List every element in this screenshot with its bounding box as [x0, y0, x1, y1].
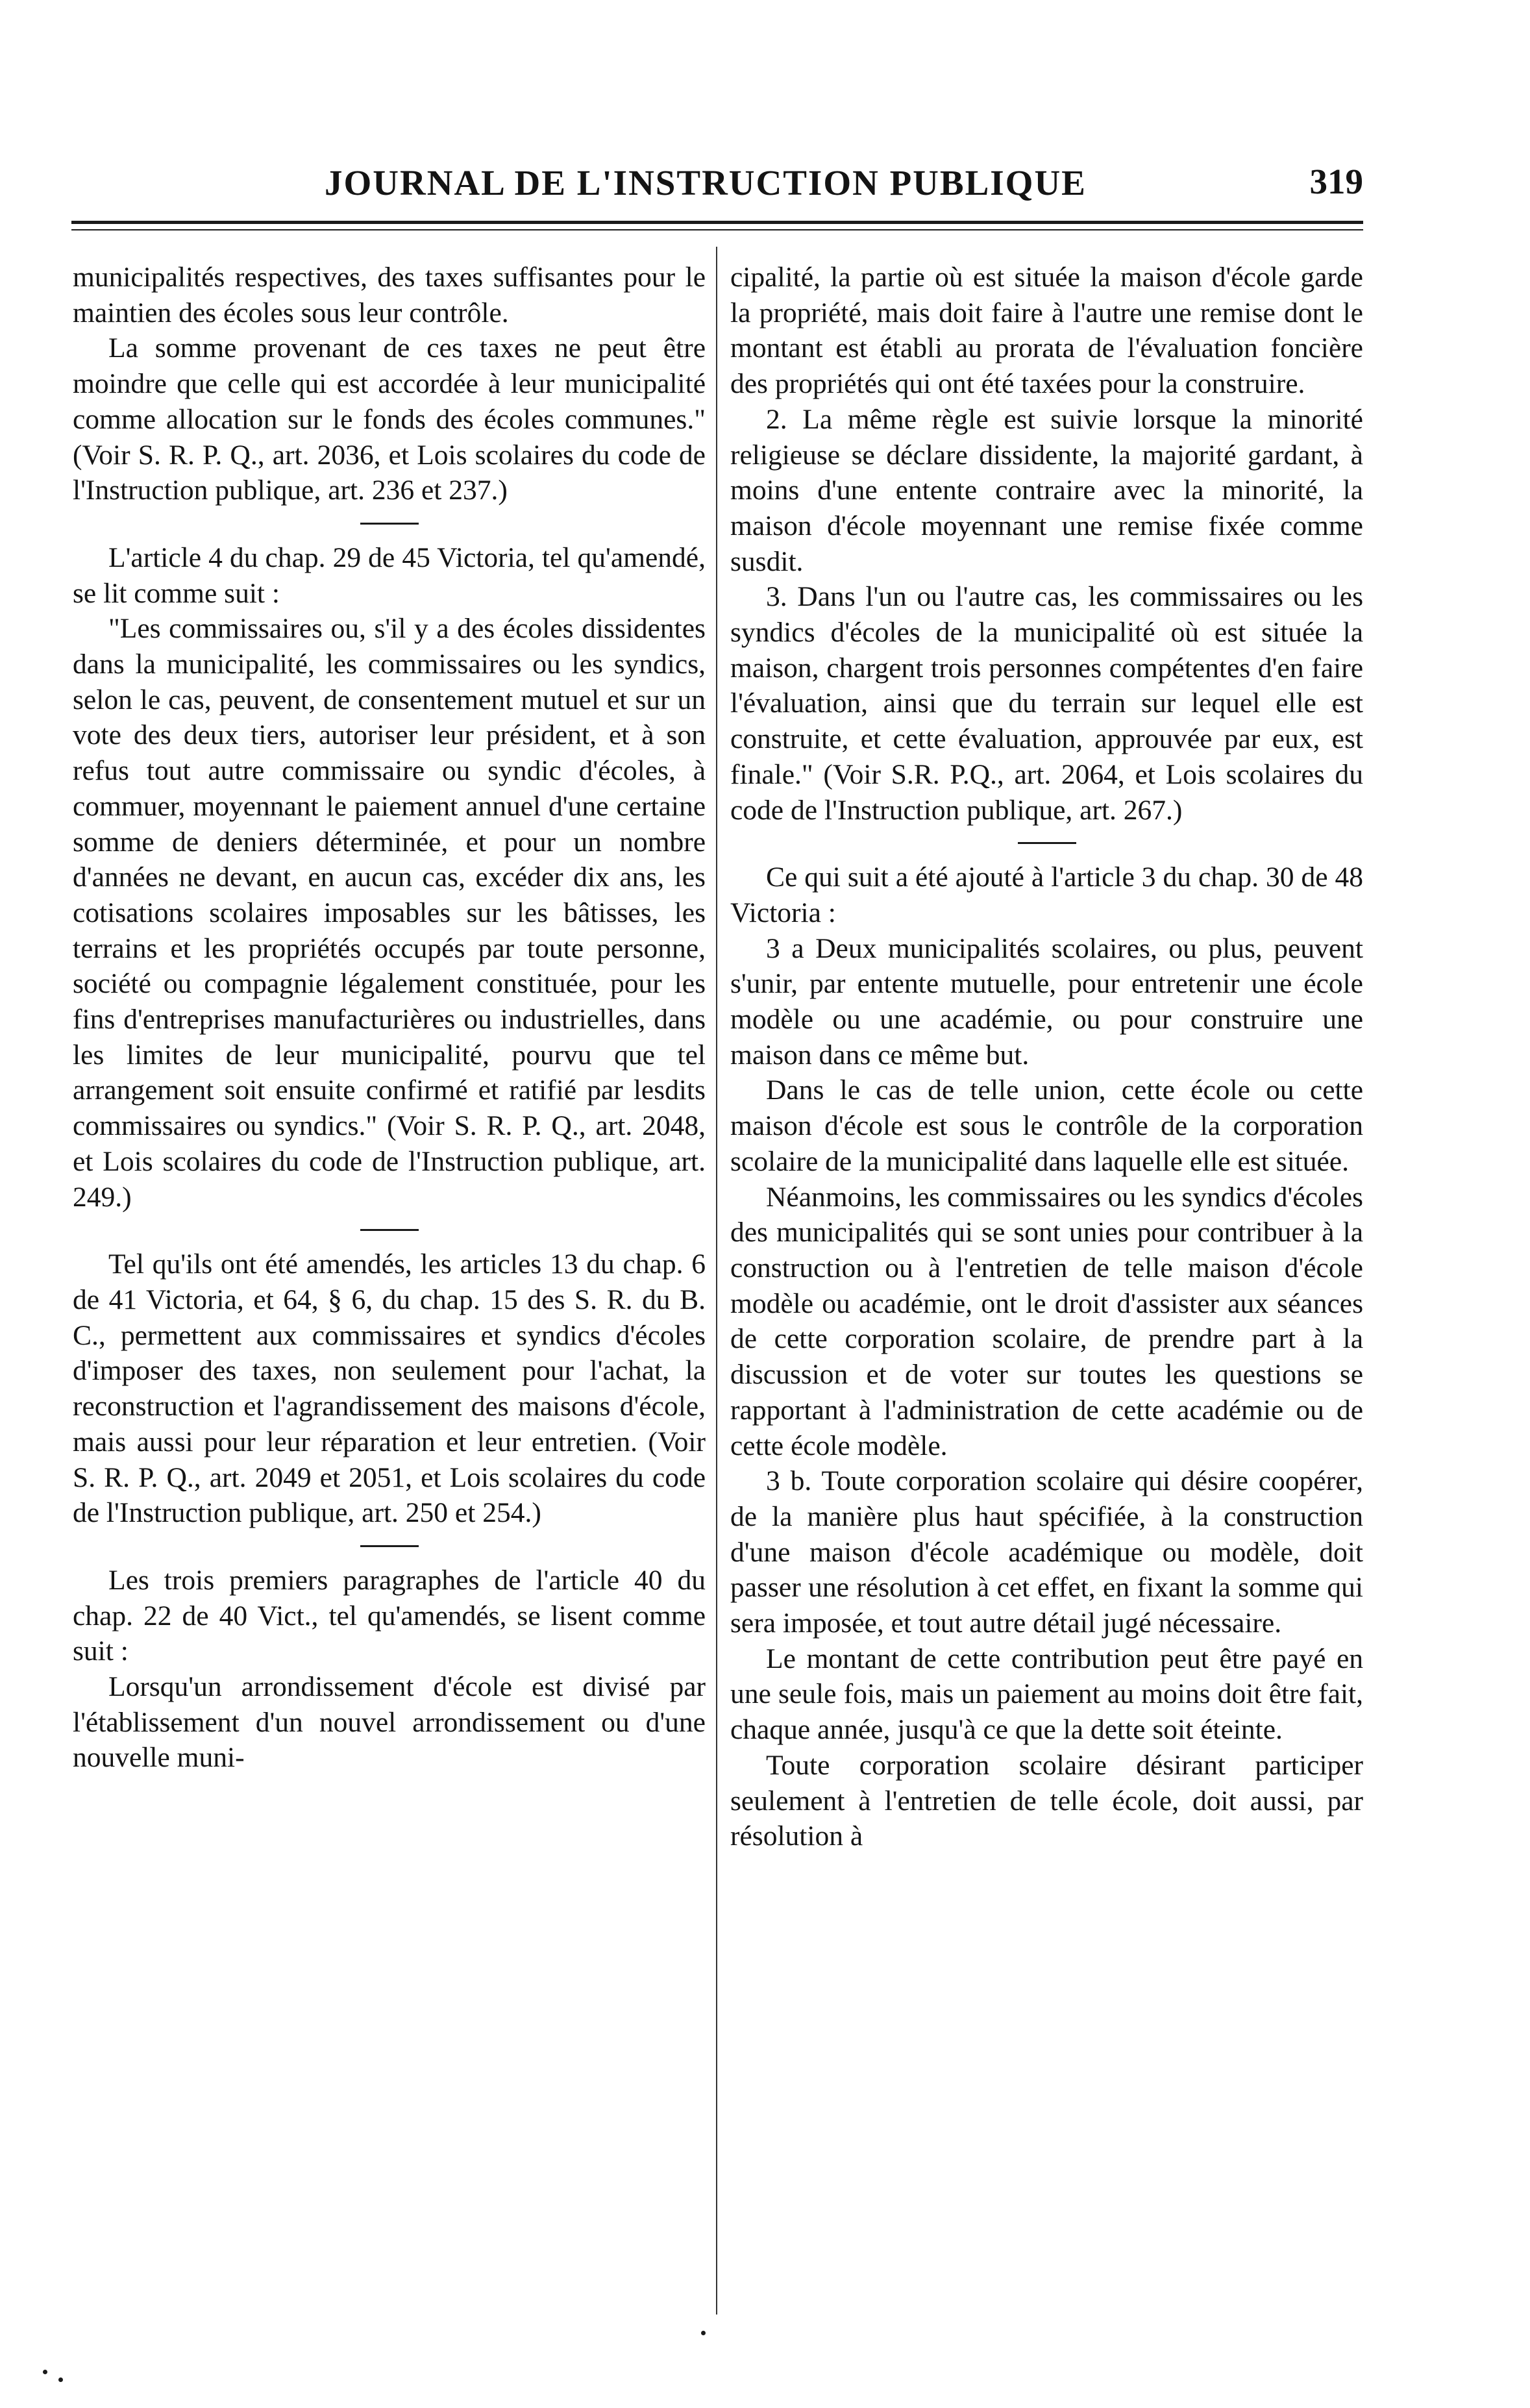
paragraph: Lorsqu'un arrondissement d'école est divisé par l'établissement d'un nouvel arrondissement ou d'une nouvelle muni- [73, 1671, 706, 1774]
page-number: 319 [1309, 162, 1363, 201]
left-column [73, 260, 706, 1776]
paragraph: "Les commissaires ou, s'il y a des écoles dissidentes dans la municipalité, les commissaires ou les syndics, selon le cas, peuvent, de consentement mutuel et sur un vote des deux tiers, autoriser leur président, et à son refus tout autre commissaire ou syndic d'écoles, à commuer, moyennant le paiement annuel d'une certaine somme de deniers déterminée, et pour un nombre d'années ne devant, en aucun cas, excéder dix ans, les cotisations scolaires imposables sur les bâtisses, les terrains et les propriétés occupés par toute personne, société ou compagnie légalement constituée, pour les fins d'entreprises manufacturières ou industrielles, dans les limites de leur municipalité, pourvu que tel arrangement soit ensuite confirmé et ratifié par lesdits commissaires ou syndics." (Voir S. R. P. Q., art. 2048, et Lois scolaires du code de l'Instruction publique, art. 249.) [73, 613, 706, 1213]
paragraph: 2. La même règle est suivie lorsque la minorité religieuse se déclare dissidente, la majorité gardant, à moins d'une entente contraire avec la minorité, la maison d'école moyennant une remise fixée comme susdit. [730, 403, 1363, 577]
paragraph: Le montant de cette contribution peut être payé en une seule fois, mais un paiement au moins doit être fait, chaque année, jusqu'à ce que la dette soit éteinte. [730, 1643, 1363, 1746]
paragraph: 3 b. Toute corporation scolaire qui désire coopérer, de la manière plus haut spécifiée, à la construction d'une maison d'école académique ou modèle, doit passer une résolution à cet effet, en fixant la somme qui sera imposée, et tout autre détail jugé nécessaire. [730, 1465, 1363, 1639]
print-specks [39, 2363, 91, 2389]
speck [701, 2331, 706, 2335]
header-rule-thin [71, 229, 1363, 230]
header-rule-thick [71, 221, 1363, 224]
paragraph: 3 a Deux municipalités scolaires, ou plus, peuvent s'unir, par entente mutuelle, pour entretenir une école modèle ou une académie, ou pour construire une maison dans ce même but. [730, 932, 1363, 1071]
paragraph: Les trois premiers paragraphes de l'article 40 du chap. 22 de 40 Vict., tel qu'amendés, se lisent comme suit : [73, 1564, 706, 1667]
paragraph: 3. Dans l'un ou l'autre cas, les commissaires ou les syndics d'écoles de la municipalité où est située la maison, chargent trois personnes compétentes d'en faire l'évaluation, ainsi que du terrain sur lequel elle est construite, et cette évaluation, approuvée par eux, est finale." (Voir S.R. P.Q., art. 2064, et Lois scolaires du code de l'Instruction publique, art. 267.) [730, 581, 1363, 826]
paragraph: Ce qui suit a été ajouté à l'article 3 du chap. 30 de 48 Victoria : [730, 862, 1363, 928]
paragraph: Tel qu'ils ont été amendés, les articles 13 du chap. 6 de 41 Victoria, et 64, § 6, du chap. 15 des S. R. du B. C., permettent aux commissaires et syndics d'écoles d'imposer des taxes, non seulement pour l'achat, la reconstruction et l'agrandissement des maisons d'école, mais aussi pour leur réparation et leur entretien. (Voir S. R. P. Q., art. 2049 et 2051, et Lois scolaires du code de l'Instruction publique, art. 250 et 254.) [73, 1248, 706, 1529]
paragraph: Néanmoins, les commissaires ou les syndics d'écoles des municipalités qui se sont unies pour contribuer à la construction ou à l'entretien de telle maison d'école modèle ou académie, ont le droit d'assister aux séances de cette corporation scolaire, de prendre part à la discussion et de voter sur toutes les questions se rapportant à l'administration de cette académie ou de cette école modèle. [730, 1181, 1363, 1461]
section-separator [360, 523, 419, 525]
paragraph: Dans le cas de telle union, cette école ou cette maison d'école est sous le contrôle de la corporation scolaire de la municipalité dans laquelle elle est située. [730, 1074, 1363, 1177]
speck [43, 2370, 47, 2374]
section-separator [360, 1229, 419, 1231]
speck [58, 2377, 63, 2382]
section-separator [360, 1545, 419, 1547]
paragraph: Toute corporation scolaire désirant participer seulement à l'entretien de telle école, doit aussi, par résolution à [730, 1749, 1363, 1852]
right-column [730, 260, 1363, 1854]
column-divider [716, 247, 717, 2315]
section-separator [1018, 842, 1076, 844]
paragraph: L'article 4 du chap. 29 de 45 Victoria, tel qu'amendé, se lit comme suit : [73, 541, 706, 609]
paragraph: La somme provenant de ces taxes ne peut être moindre que celle qui est accordée à leur municipalité comme allocation sur le fonds des écoles communes." (Voir S. R. P. Q., art. 2036, et Lois scolaires du code de l'Instruction publique, art. 236 et 237.) [73, 332, 706, 506]
running-head [71, 149, 1376, 208]
paragraph: cipalité, la partie où est située la maison d'école garde la propriété, mais doit faire à l'autre une remise dont le montant est établi au prorata de l'évaluation foncière des propriétés qui ont été taxées pour la construire. [730, 262, 1363, 400]
paragraph: municipalités respectives, des taxes suffisantes pour le maintien des écoles sous leur contrôle. [73, 262, 706, 329]
journal-title: JOURNAL DE L'INSTRUCTION PUBLIQUE [325, 163, 1087, 203]
